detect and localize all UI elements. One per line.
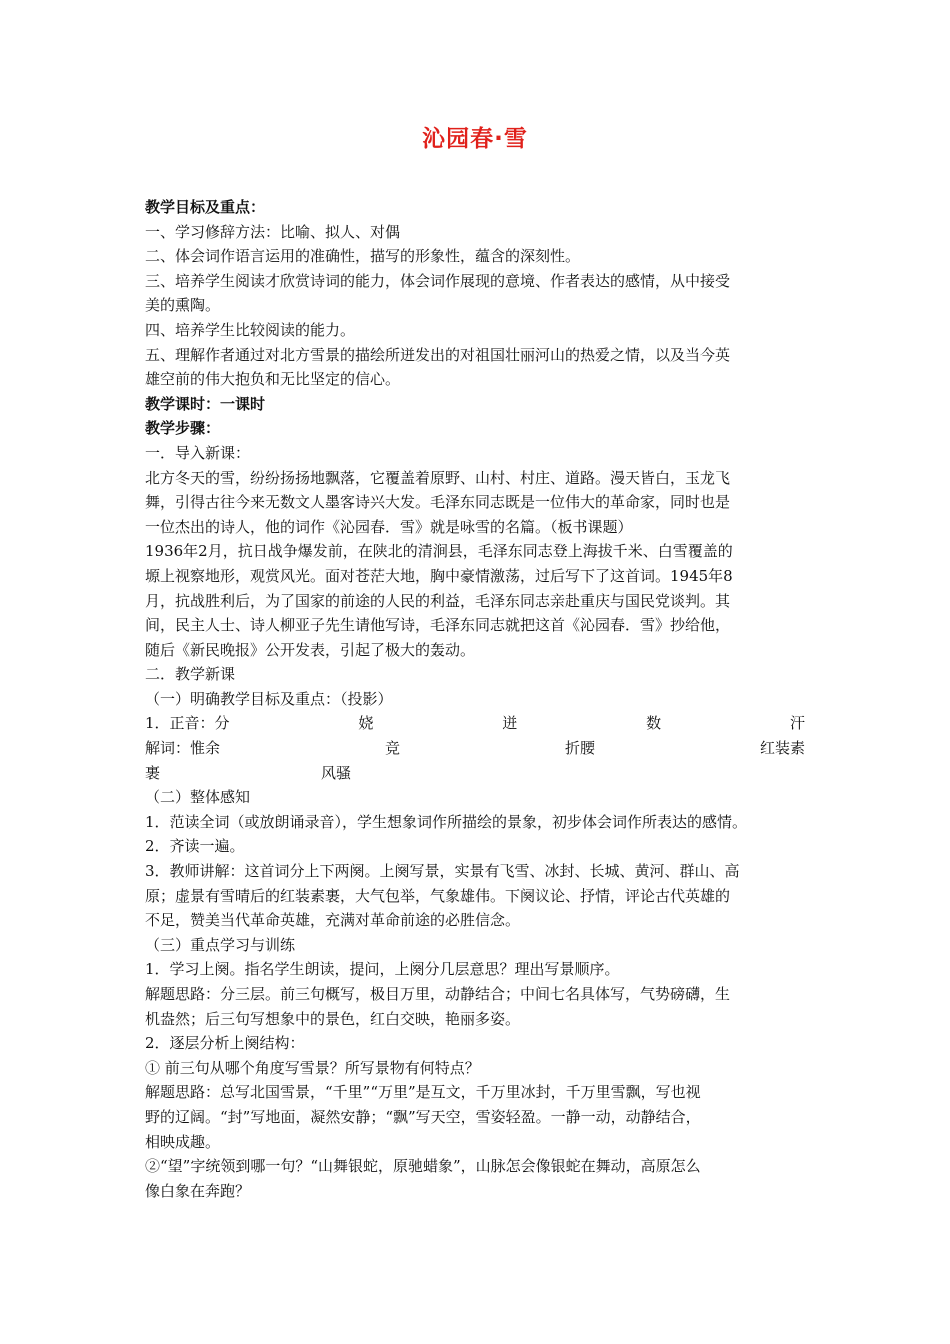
text-line: 1．学习上阕。指名学生朗读，提问，上阕分几层意思？理出写景顺序。 bbox=[145, 960, 620, 979]
text-line: 解题思路：总写北国雪景，“千里”“万里”是互文，千万里冰封，千万里雪飘，写也视 bbox=[145, 1083, 701, 1102]
text-line: 一．导入新课： bbox=[145, 443, 251, 462]
text-line: （一）明确教学目标及重点：（投影） bbox=[145, 689, 393, 708]
row-cell: 娆 bbox=[358, 714, 374, 733]
pronunciation-row bbox=[145, 711, 805, 736]
text-line: 雄空前的伟大抱负和无比坚定的信心。 bbox=[145, 370, 401, 389]
text-line: 2．齐读一遍。 bbox=[145, 837, 245, 856]
vocabulary-row bbox=[145, 736, 805, 761]
text-line: （三）重点学习与训练 bbox=[145, 935, 296, 954]
text-line: ① 前三句从哪个角度写雪景？所写景物有何特点？ bbox=[145, 1058, 480, 1077]
text-line: 3．教师讲解：这首词分上下两阕。上阕写景，实景有飞雪、冰封、长城、黄河、群山、高 bbox=[145, 862, 740, 881]
heading-objectives: 教学目标及重点： bbox=[145, 198, 266, 216]
text-line: 解题思路：分三层。前三句概写，极目万里，动静结合；中间七名具体写，气势磅礴，生 bbox=[145, 985, 731, 1003]
text-line: 野的辽阔。“封”写地面，凝然安静；“飘”写天空，雪姿轻盈。一静一动，动静结合， bbox=[145, 1107, 701, 1126]
row-cell: 数 bbox=[646, 714, 662, 733]
row-cell: 红装素 bbox=[759, 739, 805, 758]
text-line: 1936年2月，抗日战争爆发前，在陕北的清涧县，毛泽东同志登上海拔千米、白雪覆盖的 bbox=[145, 542, 733, 561]
row-cell: 迸 bbox=[502, 714, 518, 733]
text-line: 北方冬天的雪，纷纷扬扬地飘落，它覆盖着原野、山村、村庄、道路。漫天皆白，玉龙飞 bbox=[145, 468, 731, 487]
row-cell: 汗 bbox=[789, 714, 805, 733]
row-cell: 风骚 bbox=[321, 763, 352, 782]
text-line: 月，抗战胜利后，为了国家的前途的人民的利益，毛泽东同志亲赴重庆与国民党谈判。其 bbox=[145, 591, 731, 610]
text-line: 塬上视察地形，观赏风光。面对苍茫大地，胸中豪情激荡，过后写下了这首词。1945年8 bbox=[145, 566, 733, 585]
page-title: 沁园春·雪 bbox=[422, 126, 528, 152]
text-line: ②“望”字统领到哪一句？“山舞银蛇，原驰蜡象”，山脉怎会像银蛇在舞动，高原怎么 bbox=[145, 1157, 701, 1176]
text-line: 间，民主人士、诗人柳亚子先生请他写诗，毛泽东同志就把这首《沁园春．雪》抄给他， bbox=[145, 616, 731, 635]
row-cell: 裹 bbox=[145, 763, 161, 782]
text-line: 不足，赞美当代革命英雄，充满对革命前途的必胜信念。 bbox=[145, 911, 521, 930]
heading-periods: 教学课时：一课时 bbox=[145, 394, 266, 413]
text-line: 相映成趣。 bbox=[145, 1132, 221, 1151]
text-line: 五、理解作者通过对北方雪景的描绘所迸发出的对祖国壮丽河山的热爱之情，以及当今英 bbox=[145, 345, 731, 364]
row-cell: 1．正音：分 bbox=[145, 714, 230, 733]
text-line: 2．逐层分析上阕结构： bbox=[145, 1034, 305, 1053]
text-line: 美的熏陶。 bbox=[145, 296, 221, 315]
text-line: （二）整体感知 bbox=[145, 788, 251, 807]
body-text bbox=[145, 195, 805, 1203]
row-cell: 竞 bbox=[384, 739, 400, 758]
text-line: 像白象在奔跑？ bbox=[145, 1181, 251, 1200]
row-cell: 折腰 bbox=[564, 739, 595, 758]
text-line: 一、学习修辞方法：比喻、拟人、对偶 bbox=[145, 222, 401, 241]
text-line: 随后《新民晚报》公开发表，引起了极大的轰动。 bbox=[145, 640, 476, 659]
text-line: 原；虚景有雪晴后的红装素裹，大气包举，气象雄伟。下阕议论、抒情，评论古代英雄的 bbox=[145, 886, 731, 905]
text-line: 三、培养学生阅读才欣赏诗词的能力，体会词作展现的意境、作者表达的感情，从中接受 bbox=[145, 271, 731, 290]
vocabulary-row-continued bbox=[145, 761, 805, 786]
text-line: 二．教学新课 bbox=[145, 665, 236, 684]
heading-steps: 教学步骤： bbox=[145, 419, 221, 438]
text-line: 舞，引得古往今来无数文人墨客诗兴大发。毛泽东同志既是一位伟大的革命家，同时也是 bbox=[145, 493, 731, 512]
row-cell: 解词：惟余 bbox=[145, 739, 221, 758]
text-line: 1．范读全词（或放朗诵录音），学生想象词作所描绘的景象，初步体会词作所表达的感情。 bbox=[145, 812, 748, 831]
text-line: 机盎然；后三句写想象中的景色，红白交映，艳丽多姿。 bbox=[145, 1009, 521, 1028]
text-line: 一位杰出的诗人，他的词作《沁园春．雪》就是咏雪的名篇。（板书课题） bbox=[145, 517, 633, 536]
text-line: 四、培养学生比较阅读的能力。 bbox=[145, 320, 356, 339]
text-line: 二、体会词作语言运用的准确性，描写的形象性，蕴含的深刻性。 bbox=[145, 247, 581, 266]
